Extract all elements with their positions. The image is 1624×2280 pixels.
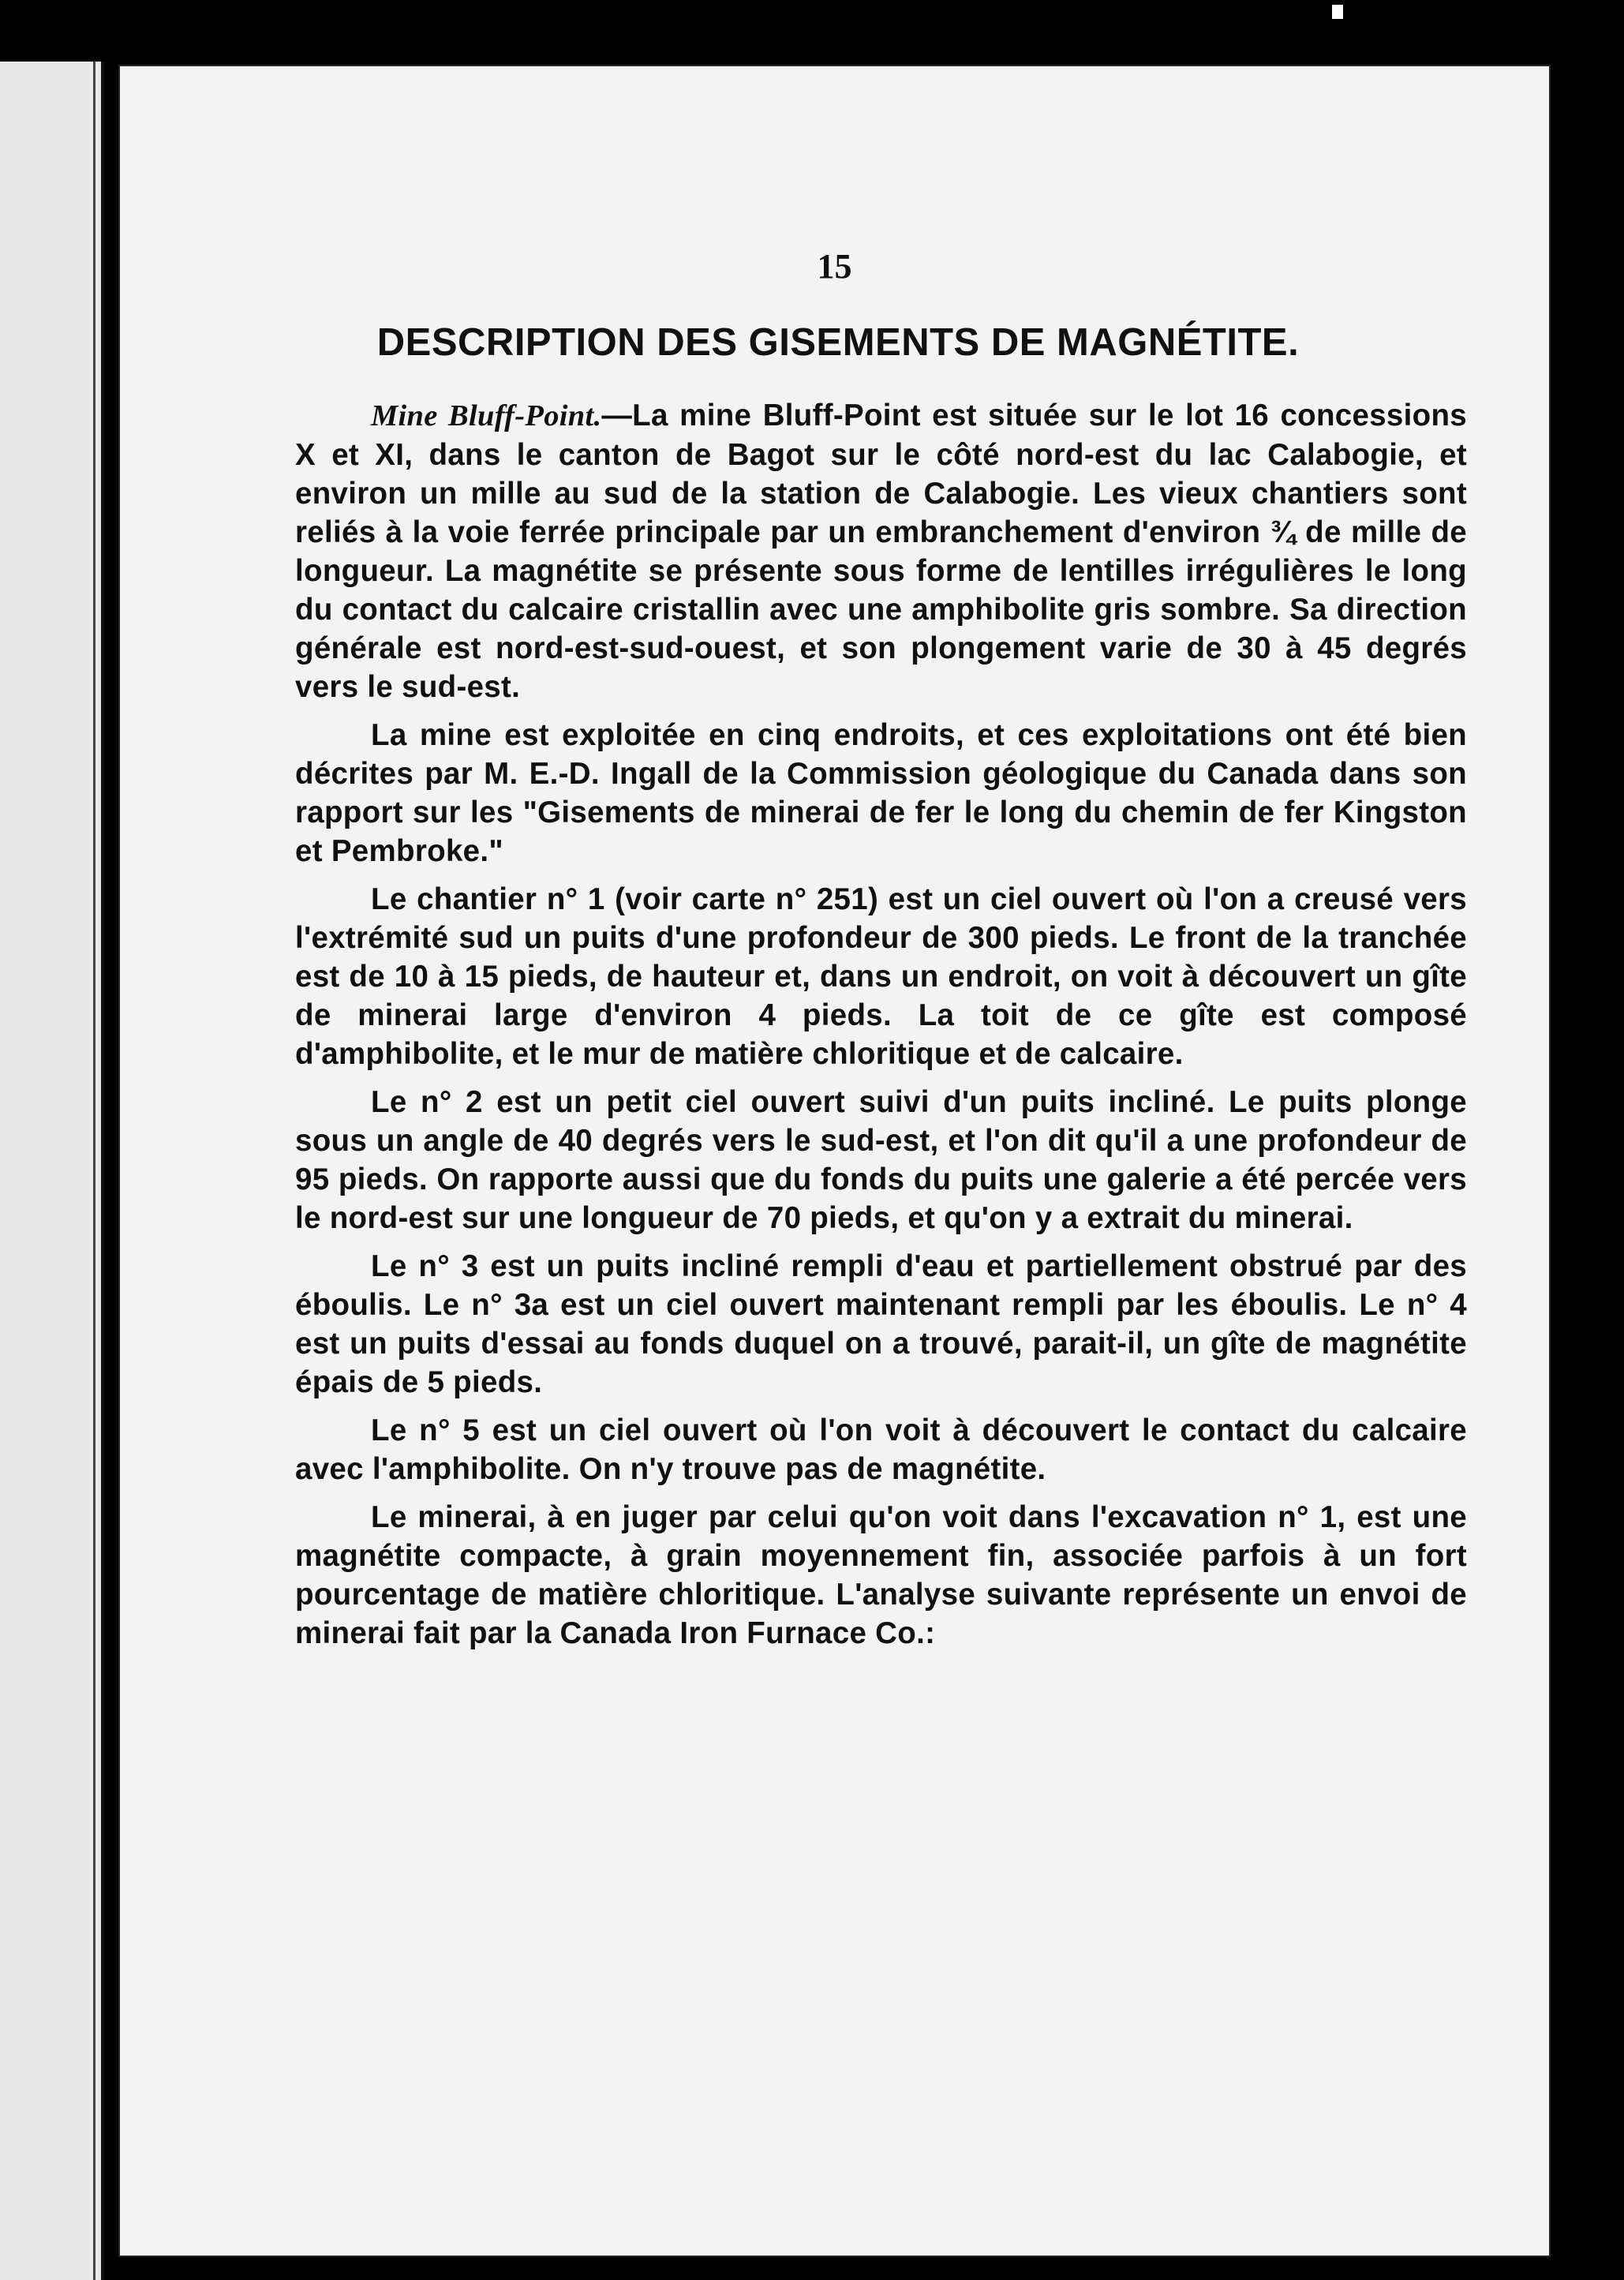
page-number: 15: [817, 247, 852, 286]
paragraph-text: Le minerai, à en juger par celui qu'on voit dans l'excavation n° 1, est une magnétite compacte, à grain moyennement fin, associée parfois à un fort pourcentage de matière chloritique. L'analyse suivante représente un envoi de minerai fait par la Canada Iron Furnace Co.:: [295, 1500, 1467, 1650]
paragraph-text: La mine est exploitée en cinq endroits, et ces exploitations ont été bien décrites par M. E.-D. Ingall de la Commission géologique du Canada dans son rapport sur les "Gisements de minerai de fer le long du chemin de fer Kingston et Pembroke.": [295, 718, 1467, 868]
facing-page-edge: [0, 62, 104, 2280]
paragraph-6: [295, 1411, 1467, 1488]
scan-speck: [1332, 5, 1343, 19]
paragraph-7: [295, 1498, 1467, 1653]
paragraph-5: [295, 1247, 1467, 1402]
document-page: [118, 65, 1551, 2257]
body-text: [295, 396, 1467, 1662]
paragraph-3: [295, 880, 1467, 1073]
paragraph-text: —La mine Bluff-Point est située sur le lot 16 concessions X et XI, dans le canton de Bagot sur le côté nord-est du lac Calabogie, et environ un mille au sud de la station de Calabogie. Les vieux chantiers sont reliés à la voie ferrée principale par un embranchement d'environ ¾ de mille de longueur. La magnétite se présente sous forme de lentilles irrégulières le long du contact du calcaire cristallin avec une amphibolite gris sombre. Sa direction générale est nord-est-sud-ouest, et son plongement varie de 30 à 45 degrés vers le sud-est.: [295, 399, 1467, 704]
paragraph-lead: Mine Bluff-Point.: [371, 399, 602, 432]
paragraph-text: Le n° 3 est un puits incliné rempli d'eau et partiellement obstrué par des éboulis. Le n° 3a est un ciel ouvert maintenant rempli par les éboulis. Le n° 4 est un puits d'essai au fonds duquel on a trouvé, parait-il, un gîte de magnétite épais de 5 pieds.: [295, 1249, 1467, 1399]
paragraph-text: Le chantier n° 1 (voir carte n° 251) est un ciel ouvert où l'on a creusé vers l'extrémité sud un puits d'une profondeur de 300 pieds. Le front de la tranchée est de 10 à 15 pieds, de hauteur et, dans un endroit, on voit à découvert un gîte de minerai large d'environ 4 pieds. La toit de ce gîte est composé d'amphibolite, et le mur de matière chloritique et de calcaire.: [295, 882, 1467, 1071]
page-title: DESCRIPTION DES GISEMENTS DE MAGNÉTITE.: [376, 321, 1300, 364]
paragraph-4: [295, 1083, 1467, 1237]
paragraph-text: Le n° 2 est un petit ciel ouvert suivi d'un puits incliné. Le puits plonge sous un angle de 40 degrés vers le sud-est, et l'on dit qu'il a une profondeur de 95 pieds. On rapporte aussi que du fonds du puits une galerie a été percée vers le nord-est sur une longueur de 70 pieds, et qu'on y a extrait du minerai.: [295, 1085, 1467, 1235]
binding-line: [93, 62, 95, 2280]
paragraph-2: [295, 716, 1467, 870]
paragraph-text: Le n° 5 est un ciel ouvert où l'on voit à découvert le contact du calcaire avec l'amphibolite. On n'y trouve pas de magnétite.: [295, 1413, 1467, 1486]
paragraph-1: [295, 396, 1467, 706]
